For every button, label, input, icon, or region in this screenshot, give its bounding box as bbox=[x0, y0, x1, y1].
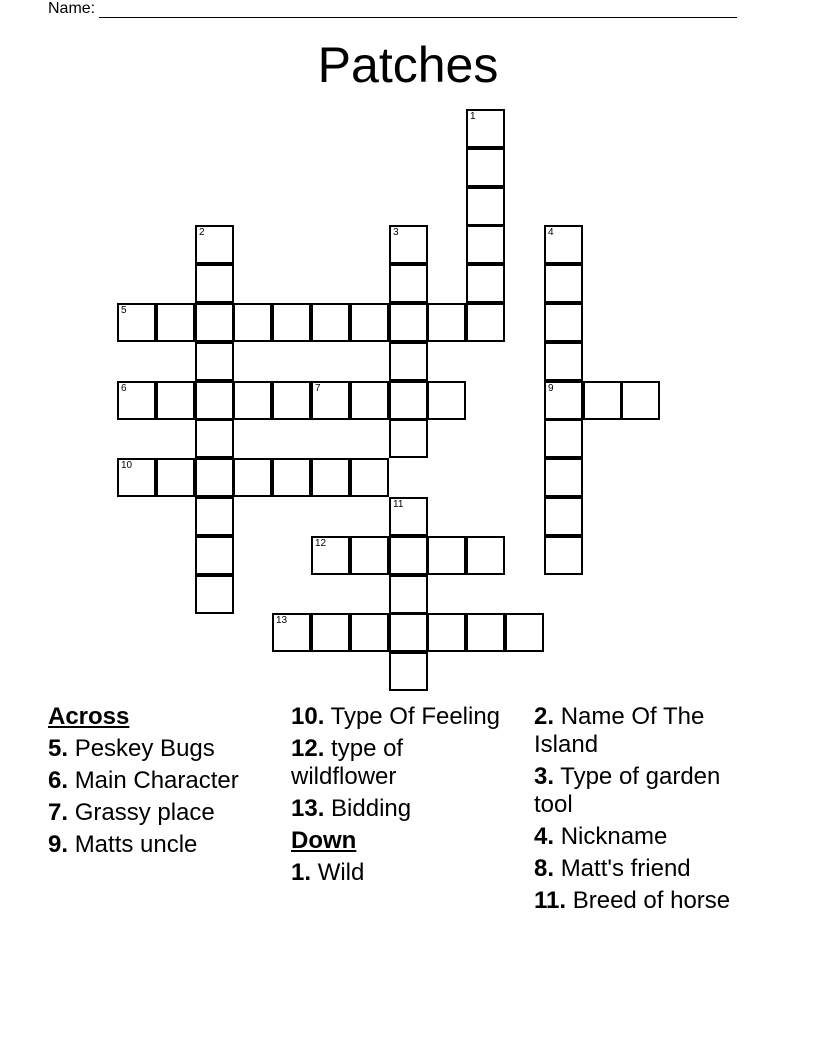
clue-number: 3. bbox=[534, 763, 555, 790]
grid-cell[interactable] bbox=[272, 458, 311, 497]
clue-number: 4. bbox=[534, 823, 555, 850]
grid-cell[interactable] bbox=[389, 575, 428, 614]
grid-cell[interactable] bbox=[156, 303, 195, 342]
grid-cell[interactable] bbox=[544, 303, 583, 342]
grid-cell[interactable] bbox=[195, 458, 234, 497]
clue-number: 13. bbox=[291, 795, 325, 822]
clue-number: 7. bbox=[48, 799, 69, 826]
grid-cell[interactable] bbox=[233, 303, 272, 342]
down-heading: Down bbox=[291, 827, 357, 854]
cell-number: 2 bbox=[199, 227, 205, 238]
grid-cell[interactable] bbox=[117, 381, 156, 420]
grid-cell[interactable] bbox=[195, 419, 234, 458]
grid-cell[interactable] bbox=[466, 225, 505, 264]
grid-cell[interactable] bbox=[621, 381, 660, 420]
clue-column-3 bbox=[534, 703, 754, 919]
grid-cell[interactable] bbox=[544, 264, 583, 303]
grid-cell[interactable] bbox=[466, 187, 505, 226]
clue-text: Matt's friend bbox=[560, 855, 691, 882]
grid-cell[interactable] bbox=[195, 264, 234, 303]
cell-number: 3 bbox=[393, 227, 399, 238]
clue-number: 8. bbox=[534, 855, 555, 882]
grid-cell[interactable] bbox=[544, 342, 583, 381]
grid-cell[interactable] bbox=[544, 497, 583, 536]
clue-across-10 bbox=[291, 703, 511, 731]
clue-across-5 bbox=[48, 735, 268, 763]
clue-text: Wild bbox=[317, 859, 365, 886]
clue-text: Type of garden tool bbox=[534, 763, 721, 818]
clue-text: Name Of The Island bbox=[534, 703, 705, 758]
grid-cell[interactable] bbox=[544, 536, 583, 575]
puzzle-title: Patches bbox=[317, 37, 499, 93]
cell-number: 7 bbox=[315, 383, 321, 394]
clue-number: 6. bbox=[48, 767, 69, 794]
grid-cell[interactable] bbox=[350, 536, 389, 575]
clue-down-8 bbox=[534, 855, 754, 883]
grid-cell[interactable] bbox=[544, 419, 583, 458]
cell-number: 1 bbox=[470, 111, 476, 122]
clue-text: Breed of horse bbox=[572, 887, 731, 914]
grid-cell[interactable] bbox=[544, 225, 583, 264]
grid-cell[interactable] bbox=[195, 303, 234, 342]
clue-number: 10. bbox=[291, 703, 325, 730]
grid-cell[interactable] bbox=[466, 613, 505, 652]
clue-column-2 bbox=[291, 703, 511, 891]
grid-cell[interactable] bbox=[117, 458, 156, 497]
across-heading: Across bbox=[48, 703, 130, 730]
clue-number: 1. bbox=[291, 859, 312, 886]
grid-cell[interactable] bbox=[466, 264, 505, 303]
grid-cell[interactable] bbox=[544, 458, 583, 497]
clue-number: 5. bbox=[48, 735, 69, 762]
clue-across-13 bbox=[291, 795, 511, 823]
grid-cell[interactable] bbox=[311, 536, 350, 575]
grid-cell[interactable] bbox=[195, 342, 234, 381]
grid-cell[interactable] bbox=[466, 303, 505, 342]
cell-number: 5 bbox=[121, 305, 127, 316]
grid-cell[interactable] bbox=[117, 303, 156, 342]
grid-cell[interactable] bbox=[195, 381, 234, 420]
grid-cell[interactable] bbox=[272, 381, 311, 420]
grid-cell[interactable] bbox=[427, 303, 466, 342]
clue-across-6 bbox=[48, 767, 268, 795]
grid-cell[interactable] bbox=[311, 303, 350, 342]
clue-text: Grassy place bbox=[74, 799, 215, 826]
grid-cell[interactable] bbox=[427, 381, 466, 420]
clue-across-12 bbox=[291, 735, 511, 791]
grid-cell[interactable] bbox=[389, 497, 428, 536]
grid-cell[interactable] bbox=[350, 381, 389, 420]
clue-down-11 bbox=[534, 887, 754, 915]
clue-across-7 bbox=[48, 799, 268, 827]
clue-number: 9. bbox=[48, 831, 69, 858]
clue-number: 12. bbox=[291, 735, 325, 762]
grid-cell[interactable] bbox=[389, 342, 428, 381]
grid-cell[interactable] bbox=[195, 536, 234, 575]
grid-cell[interactable] bbox=[389, 264, 428, 303]
grid-cell[interactable] bbox=[311, 613, 350, 652]
grid-cell[interactable] bbox=[195, 225, 234, 264]
clue-text: type of wildflower bbox=[291, 735, 404, 790]
cell-number: 4 bbox=[548, 227, 554, 238]
grid-cell[interactable] bbox=[389, 419, 428, 458]
clue-number: 11. bbox=[534, 887, 567, 914]
clue-text: Bidding bbox=[331, 795, 412, 822]
cell-number: 9 bbox=[548, 383, 554, 394]
clue-across-9 bbox=[48, 831, 268, 859]
grid-cell[interactable] bbox=[350, 458, 389, 497]
clue-text: Matts uncle bbox=[74, 831, 198, 858]
clue-number: 2. bbox=[534, 703, 555, 730]
grid-cell[interactable] bbox=[389, 225, 428, 264]
grid-cell[interactable] bbox=[311, 381, 350, 420]
name-label: Name: bbox=[48, 0, 96, 17]
clue-down-1 bbox=[291, 859, 511, 887]
cell-number: 6 bbox=[121, 383, 127, 394]
clue-down-4 bbox=[534, 823, 754, 851]
clue-down-2 bbox=[534, 703, 754, 759]
grid-cell[interactable] bbox=[505, 613, 544, 652]
grid-cell[interactable] bbox=[466, 109, 505, 148]
grid-cell[interactable] bbox=[272, 303, 311, 342]
grid-cell[interactable] bbox=[389, 613, 428, 652]
grid-cell[interactable] bbox=[156, 381, 195, 420]
cell-number: 10 bbox=[121, 460, 133, 471]
grid-cell[interactable] bbox=[350, 613, 389, 652]
grid-cell[interactable] bbox=[427, 613, 466, 652]
clue-column-1 bbox=[48, 703, 268, 863]
grid-cell[interactable] bbox=[350, 303, 389, 342]
cell-number: 12 bbox=[315, 538, 327, 549]
grid-cell[interactable] bbox=[233, 381, 272, 420]
grid-cell[interactable] bbox=[544, 381, 583, 420]
clue-text: Type Of Feeling bbox=[330, 703, 501, 730]
grid-cell[interactable] bbox=[272, 613, 311, 652]
cell-number: 13 bbox=[276, 615, 288, 626]
grid-cell[interactable] bbox=[466, 536, 505, 575]
clue-text: Main Character bbox=[74, 767, 239, 794]
grid-cell[interactable] bbox=[311, 458, 350, 497]
grid-cell[interactable] bbox=[427, 536, 466, 575]
grid-cell[interactable] bbox=[389, 536, 428, 575]
clue-text: Peskey Bugs bbox=[74, 735, 215, 762]
grid-cell[interactable] bbox=[389, 652, 428, 691]
clue-text: Nickname bbox=[560, 823, 668, 850]
grid-cell[interactable] bbox=[195, 497, 234, 536]
grid-cell[interactable] bbox=[466, 148, 505, 187]
clue-down-3 bbox=[534, 763, 754, 819]
grid-cell[interactable] bbox=[389, 303, 428, 342]
grid-cell[interactable] bbox=[195, 575, 234, 614]
cell-number: 11 bbox=[393, 499, 404, 510]
grid-cell[interactable] bbox=[156, 458, 195, 497]
grid-cell[interactable] bbox=[389, 381, 428, 420]
grid-cell[interactable] bbox=[233, 458, 272, 497]
grid-cell[interactable] bbox=[583, 381, 622, 420]
